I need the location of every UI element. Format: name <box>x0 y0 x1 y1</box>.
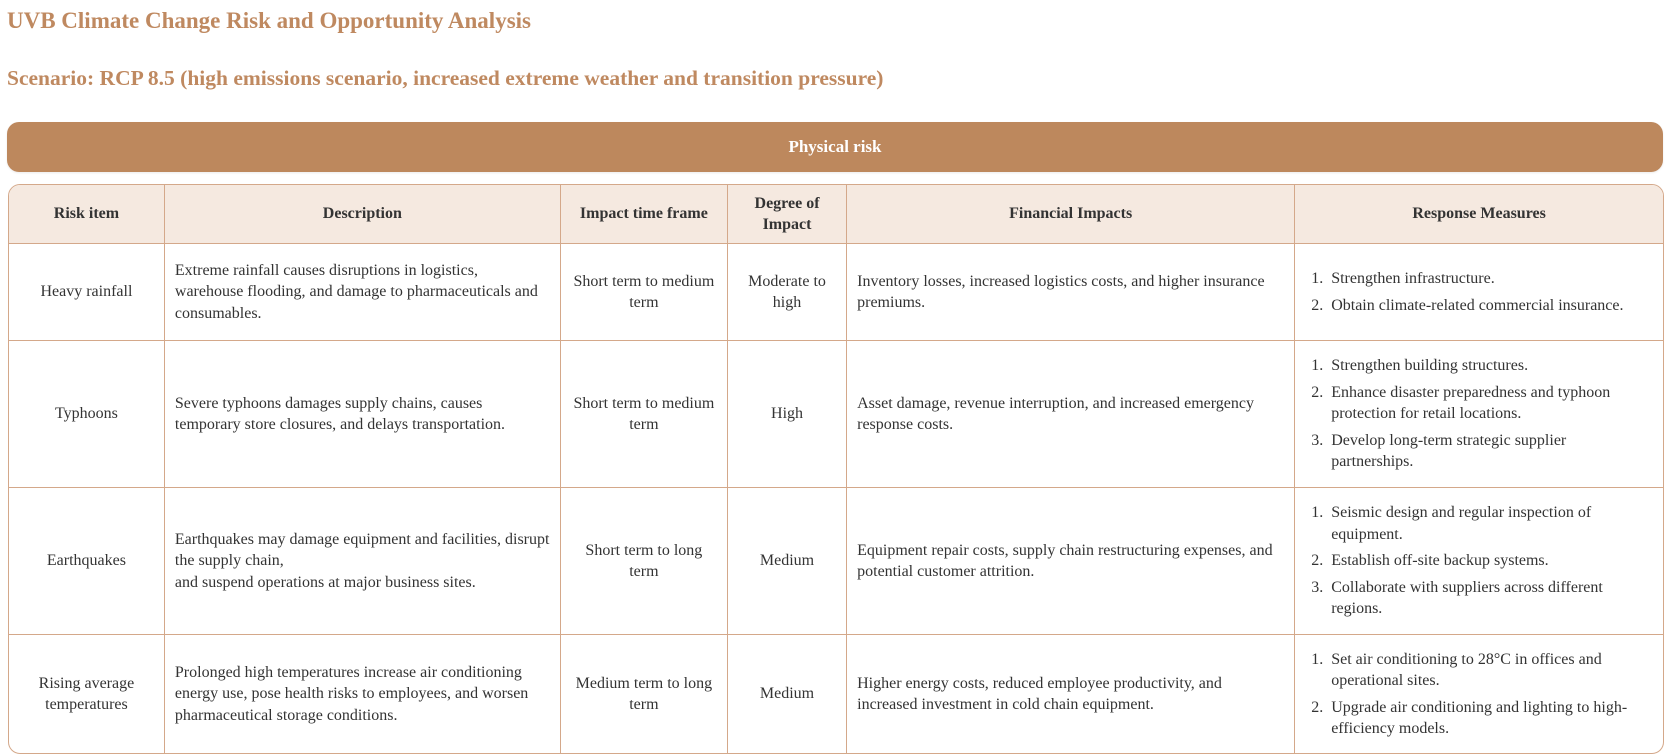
degree-cell: Medium <box>727 635 846 754</box>
measure-item: 1. Seismic design and regular inspection of equipment. <box>1327 502 1651 545</box>
time-frame-cell: Medium term to long term <box>560 635 727 754</box>
measure-item: 1. Set air conditioning to 28°C in offices and operational sites. <box>1327 649 1651 692</box>
measure-item: 1. Strengthen building structures. <box>1327 355 1651 377</box>
risk-item-cell: Earthquakes <box>9 488 164 635</box>
time-frame-cell: Short term to long term <box>560 488 727 635</box>
measures-list <box>1305 502 1651 620</box>
table-row <box>9 488 1663 635</box>
degree-cell: Medium <box>727 488 846 635</box>
measures-list <box>1305 649 1651 740</box>
risk-item-cell: Typhoons <box>9 341 164 488</box>
description-text: Extreme rainfall causes disruptions in logistics, warehouse flooding, and damage to pharmaceuticals and consumables. <box>174 261 538 322</box>
measure-item: 2. Upgrade air conditioning and lighting to high-efficiency models. <box>1327 697 1651 740</box>
financial-cell: Equipment repair costs, supply chain restructuring expenses, and potential customer attrition. <box>847 488 1295 635</box>
description-cell <box>164 244 560 341</box>
table-row <box>9 244 1663 341</box>
degree-cell: High <box>727 341 846 488</box>
financial-cell: Higher energy costs, reduced employee productivity, and increased investment in cold chain equipment. <box>847 635 1295 754</box>
description-text: Severe typhoons damages supply chains, causes temporary store closures, and delays transportation. <box>174 394 506 433</box>
measure-item: 3. Collaborate with suppliers across different regions. <box>1327 577 1651 620</box>
measures-list <box>1305 355 1651 473</box>
description-text: Earthquakes may damage equipment and facilities, disrupt the supply chain, <box>174 530 550 570</box>
column-header-response: Response Measures <box>1295 185 1663 244</box>
table-row <box>9 635 1663 754</box>
financial-cell: Asset damage, revenue interruption, and increased emergency response costs. <box>847 341 1295 488</box>
time-frame-cell: Short term to medium term <box>560 244 727 341</box>
risk-table <box>9 185 1663 753</box>
column-header-financial: Financial Impacts <box>847 185 1295 244</box>
page-title: UVB Climate Change Risk and Opportunity Analysis <box>7 8 531 33</box>
time-frame-cell: Short term to medium term <box>560 341 727 488</box>
table-header-row <box>9 185 1663 244</box>
measure-item: 2. Enhance disaster preparedness and typhoon protection for retail locations. <box>1327 382 1651 425</box>
description-cell <box>164 635 560 754</box>
measure-item: 2. Obtain climate-related commercial insurance. <box>1327 295 1651 317</box>
financial-cell: Inventory losses, increased logistics costs, and higher insurance premiums. <box>847 244 1295 341</box>
description-text: and suspend operations at major business sites. <box>174 573 476 591</box>
risk-item-cell: Rising average temperatures <box>9 635 164 754</box>
description-text: Prolonged high temperatures increase air conditioning energy use, pose health risks to employees, and worsen pharmaceutical storage conditions. <box>174 663 529 724</box>
description-cell <box>164 341 560 488</box>
column-header-degree: Degree of Impact <box>727 185 846 244</box>
measure-item: 2. Establish off-site backup systems. <box>1327 550 1651 572</box>
risk-table-container <box>8 184 1664 754</box>
column-header-description: Description <box>164 185 560 244</box>
measures-list <box>1305 268 1651 316</box>
table-row <box>9 341 1663 488</box>
measures-cell <box>1295 635 1663 754</box>
column-header-risk-item: Risk item <box>9 185 164 244</box>
column-header-time-frame: Impact time frame <box>560 185 727 244</box>
description-cell <box>164 488 560 635</box>
measures-cell <box>1295 341 1663 488</box>
measure-item: 3. Develop long-term strategic supplier partnerships. <box>1327 430 1651 473</box>
measures-cell <box>1295 244 1663 341</box>
section-banner: Physical risk <box>7 122 1663 172</box>
risk-item-cell: Heavy rainfall <box>9 244 164 341</box>
measure-item: 1. Strengthen infrastructure. <box>1327 268 1651 290</box>
scenario-heading: Scenario: RCP 8.5 (high emissions scenario, increased extreme weather and transition pressure) <box>7 66 884 90</box>
degree-cell: Moderate to high <box>727 244 846 341</box>
measures-cell <box>1295 488 1663 635</box>
